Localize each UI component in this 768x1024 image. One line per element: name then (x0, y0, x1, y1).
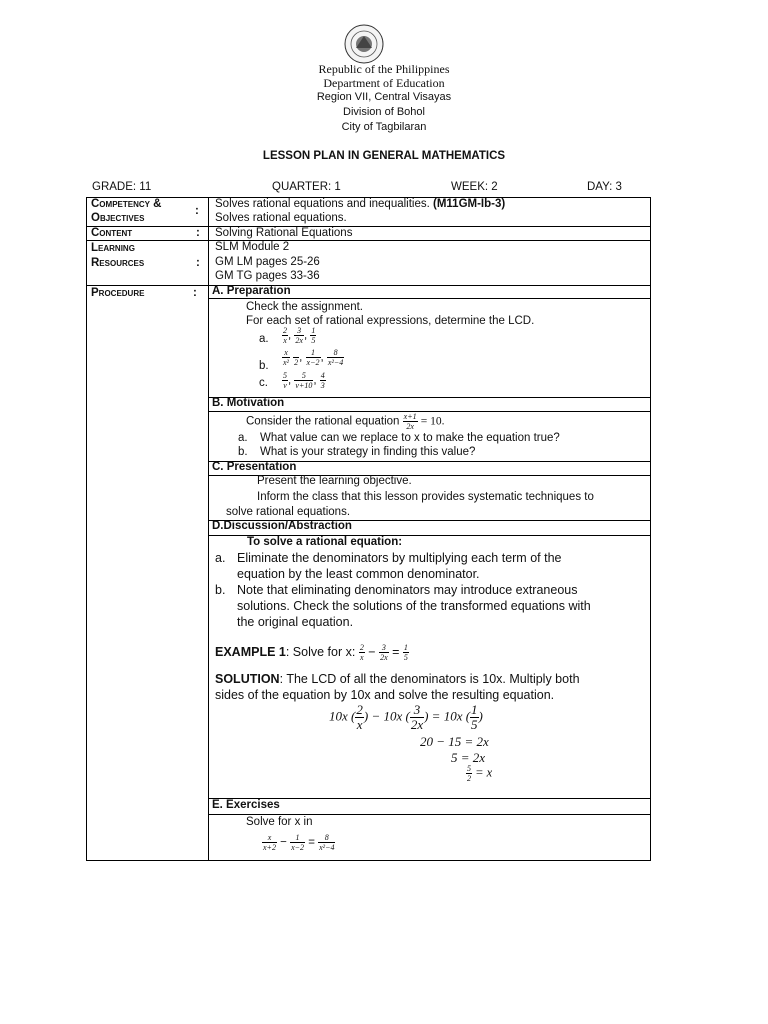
page-title: LESSON PLAN IN GENERAL MATHEMATICS (262, 150, 506, 162)
grade-text: GRADE: 11 (92, 181, 152, 193)
week-text: WEEK: 2 (451, 181, 498, 193)
solution-step-4: $\frac{5}{2}$ = x (467, 764, 493, 783)
department-text: Department of Education (323, 76, 445, 90)
solution-line-2: sides of the equation by 10x and solve the resulting equation. (215, 688, 555, 702)
discussion-heading: D.Discussion/Abstraction (212, 520, 352, 532)
presentation-line-3: solve rational equations. (226, 506, 351, 518)
day-text: DAY: 3 (587, 181, 622, 193)
motivation-intro: Consider the rational equation $\frac{x+1}{2x}$ = 10. (246, 412, 445, 431)
republic-text: Republic of the Philippines (318, 62, 450, 76)
solution-step-3: 5 = 2x (451, 750, 486, 765)
presentation-line-2: Inform the class that this lesson provides systematic techniques to (257, 491, 594, 503)
item-a-letter: a. (259, 333, 269, 345)
discussion-b-line-2: solutions. Check the solutions of the transformed equations with (237, 599, 591, 613)
exercise-equation: $\frac{x}{x+2}$ − $\frac{1}{x-2}$ = $\frac{8}{\text{x²−4}}$ (263, 833, 335, 852)
item-c-letter: c. (259, 377, 268, 389)
competency-line-2: Solves rational equations. (215, 212, 347, 224)
motivation-q-b: What is your strategy in finding this value? (260, 446, 476, 458)
solution-line-1: SOLUTION: The LCD of all the denominators is 10x. Multiply both (215, 672, 580, 686)
motivation-q-a-letter: a. (238, 432, 248, 444)
discussion-a-line-2: equation by the least common denominator. (237, 567, 480, 581)
item-c-expr: $\frac{5}{v}$ , $\frac{5}{v+10}$ , $\frac{4}{3}$ (283, 371, 325, 390)
resource-item: GM LM pages 25-26 (215, 256, 320, 268)
content-label: Content (91, 227, 133, 239)
preparation-line-2: For each set of rational expressions, determine the LCD. (246, 315, 535, 327)
presentation-heading: C. Presentation (212, 461, 297, 473)
discussion-b-line-1: Note that eliminating denominators may introduce extraneous (237, 583, 578, 597)
discussion-b-line-3: the original equation. (237, 615, 354, 629)
resources-colon: : (196, 257, 200, 269)
example-1: EXAMPLE 1: Solve for x: $\frac{2}{x}$ − $\frac{3}{2x}$ = $\frac{1}{5}$ (215, 643, 408, 662)
procedure-colon: : (193, 287, 197, 299)
region-text: Region VII, Central Visayas (316, 91, 452, 103)
competency-text (215, 198, 505, 210)
competency-label: Competency & (91, 198, 162, 210)
preparation-line-1: Check the assignment. (246, 301, 363, 313)
procedure-label: Procedure (91, 287, 145, 299)
resources-label: Resources (91, 257, 145, 269)
objectives-label: Objectives (91, 212, 145, 224)
exercises-heading: E. Exercises (212, 799, 280, 811)
exercises-line-1: Solve for x in (246, 816, 313, 828)
motivation-q-b-letter: b. (238, 446, 248, 458)
city-text: City of Tagbilaran (341, 121, 427, 133)
preparation-heading: A. Preparation (212, 285, 291, 297)
division-text: Division of Bohol (343, 106, 425, 118)
item-b-letter: b. (259, 360, 269, 372)
content-colon: : (196, 227, 200, 239)
item-b-expr: $\frac{x}{\text{x²}}$ 2 , $\frac{1}{x-2}$ , $\frac{8}{\text{x²−4}}$ (283, 348, 344, 367)
resource-item: GM TG pages 33-36 (215, 270, 320, 282)
presentation-line-1: Present the learning objective. (257, 475, 412, 487)
quarter-text: QUARTER: 1 (272, 181, 341, 193)
motivation-q-a: What value can we replace to x to make the equation true? (260, 432, 560, 444)
solution-step-1: 10x ( $\frac{2}{x}$ ) − 10x ( $\frac{3}{2x}$ ) = 10x ( $\frac{1}{5}$ ) (329, 702, 483, 732)
item-a-expr: $\frac{2}{x}$ , $\frac{3}{2x}$ , $\frac{1}{5}$ (283, 326, 316, 345)
competency-colon: : (195, 205, 199, 217)
competency-code: (M11GM-Ib-3) (433, 198, 506, 210)
deped-seal (344, 24, 384, 64)
content-text: Solving Rational Equations (215, 227, 353, 239)
discussion-a-line-1: Eliminate the denominators by multiplying each term of the (237, 551, 562, 565)
motivation-heading: B. Motivation (212, 397, 285, 409)
discussion-a-letter: a. (215, 551, 226, 565)
discussion-b-letter: b. (215, 583, 226, 597)
learning-label: Learning (91, 242, 135, 254)
discussion-subheading: To solve a rational equation: (247, 536, 403, 548)
solution-step-2: 20 − 15 = 2x (420, 734, 489, 749)
resource-item: SLM Module 2 (215, 241, 290, 253)
competency-line: Solves rational equations and inequalities. (215, 198, 430, 210)
